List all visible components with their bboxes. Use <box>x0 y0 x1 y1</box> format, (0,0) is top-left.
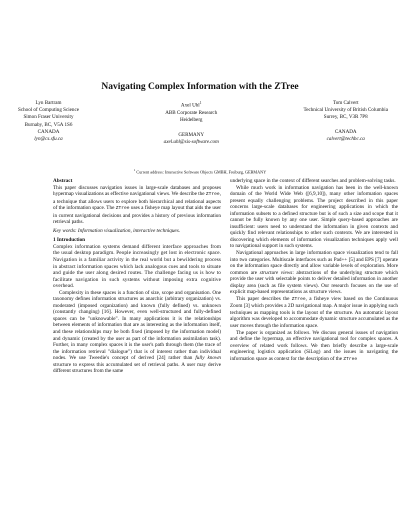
author-city: Burnaby, BC, V5A 1S6 <box>24 121 73 128</box>
abstract-text: This paper discusses navigation issues in large-scale databases and proposes hypermap visualizations as effective navigational views. We describe the ZTree, a technique that allows users to explore both hierarchical and relational aspects of the information space. The ZTree uses a fisheye map layout that aids the user in current navigational decisions and provides a history of previous information retrieval paths. <box>53 184 221 226</box>
intro-paragraph-1: Complex information systems demand different interface approaches from the usual desktop paradigm. People increasingly get lost in electronic space. Navigation is a familiar activity in the real world but a bewildering process in abstract information spaces which lack analogous cues and tools to situate and guide the user along desired routes. The challenge facing us is how to facilitate navigation in such systems without imposing extra cognitive overhead. <box>53 243 221 290</box>
author-dept: ABB Corporate Research <box>165 109 218 116</box>
paragraph-continued: underlying space in the context of different searches and problem-solving tasks. <box>230 178 396 184</box>
author-spacer <box>164 124 219 131</box>
author-city: Surrey, BC, V3R 7P8 <box>323 114 368 121</box>
paper-title: Navigating Complex Information with the ZTree <box>101 82 299 92</box>
author-1 <box>18 100 79 146</box>
author-country: GERMANY <box>178 131 205 138</box>
right-column <box>230 178 398 363</box>
author-institution: Simon Fraser University <box>23 114 74 121</box>
keywords: Key words: Information visualization, interactive techniques. <box>53 227 181 234</box>
author-block <box>18 100 388 146</box>
author-institution: Technical University of British Columbia <box>303 107 388 114</box>
intro-heading: 1 Introduction <box>53 237 86 244</box>
abstract-heading: Abstract <box>53 178 73 184</box>
author-name: Tom Calvert <box>332 100 359 106</box>
author-email: axel.uhl@sis-software.com <box>163 138 219 145</box>
author-3 <box>303 100 388 146</box>
affiliation-footnote: $^1$ Current address: Interactive Software Objects GMBH, Freiburg, GERMANY <box>133 168 267 175</box>
author-name: Lyn Bartram <box>35 100 62 106</box>
paragraph-ztree: This paper describes the ZTree, a fisheye view based on the Continuous Zoom [3] which provides a 2D navigational map. A major issue in applying such techniques as mapping tools is the layout of the structure. An automatic layout algorithm was developed to accommodate dynamic structure accumulated as the user moves through the information space. <box>230 295 398 330</box>
author-institution: Heidelberg <box>179 117 203 124</box>
author-name: Axel Uhl$^1$ <box>180 101 202 109</box>
left-column <box>53 178 221 375</box>
author-country: CANADA <box>334 128 357 135</box>
author-dept: School of Computing Science <box>18 107 79 114</box>
paragraph-navigation: While much work in information navigation has been in the well-known domain of the World Wide Web ([6,9,10]), many other information spaces present equally challenging problems. The project described in this paper concerns large-scale databases for engineering applications in which the information subsets to a defined structure but is of such a size and scope that it cannot be fully known by any one user. Simple query-based approaches are insufficient: users need to understand the information in given contexts and quickly find relevant relationships to other such contexts. We are interested in discovering which elements of information visualization techniques apply well to navigational support in such systems. <box>230 184 398 250</box>
paragraph-approaches: Navigational approaches in large information space visualization tend to fall into two categories. Multiscale interfaces such as Pad++ [5] and EPS [7] operate on the information space directly and allow variable levels of exploration. More common are structure views: abstractions of the underlying structure which provide the user with selectable points to deliver detailed information in another display area (such as file system views). Our research focuses on the use of explicit map-based representations as structure views. <box>230 250 398 296</box>
author-email: lyn@cs.sfu.ca <box>34 136 63 143</box>
author-country: CANADA <box>37 128 60 135</box>
author-spacer <box>303 122 388 129</box>
author-email: calvert@techbc.ca <box>326 136 365 143</box>
intro-paragraph-2: Complexity in these spaces is a function of size, scope and organisation. One taxonomy defines information structures as anarchic (arbitrary organization) vs. moderated (imposed organization) and known (fully defined) vs. unknown (constantly changing) [16]. However, even well-structured and fully-defined spaces can be "unknowable". In many applications it is the relationships between elements of information that are as interesting as the information itself, and these relationships may be both fixed (imposed by the information model) and dynamic (created by the user as part of the information assimilation task). Further, in many complex spaces it is the user's path through them (the trace of the information retrieval "dialogue") that is of interest rather than individual nodes. We use Tweedie's concept of derived [24] rather than fully known structure to express this accumulated set of retrieval paths. A user may derive different structures from the same <box>53 289 222 375</box>
paragraph-organization: The paper is organized as follows. We discuss general issues of navigation and define the hypermap, an effective navigational tool for complex spaces. A overview of related work follows. We then briefly describe a large-scale engineering logistics application (SiLog) and the issues in navigating the information space as context for the description of the ZTree <box>230 329 398 362</box>
author-2 <box>164 100 219 146</box>
